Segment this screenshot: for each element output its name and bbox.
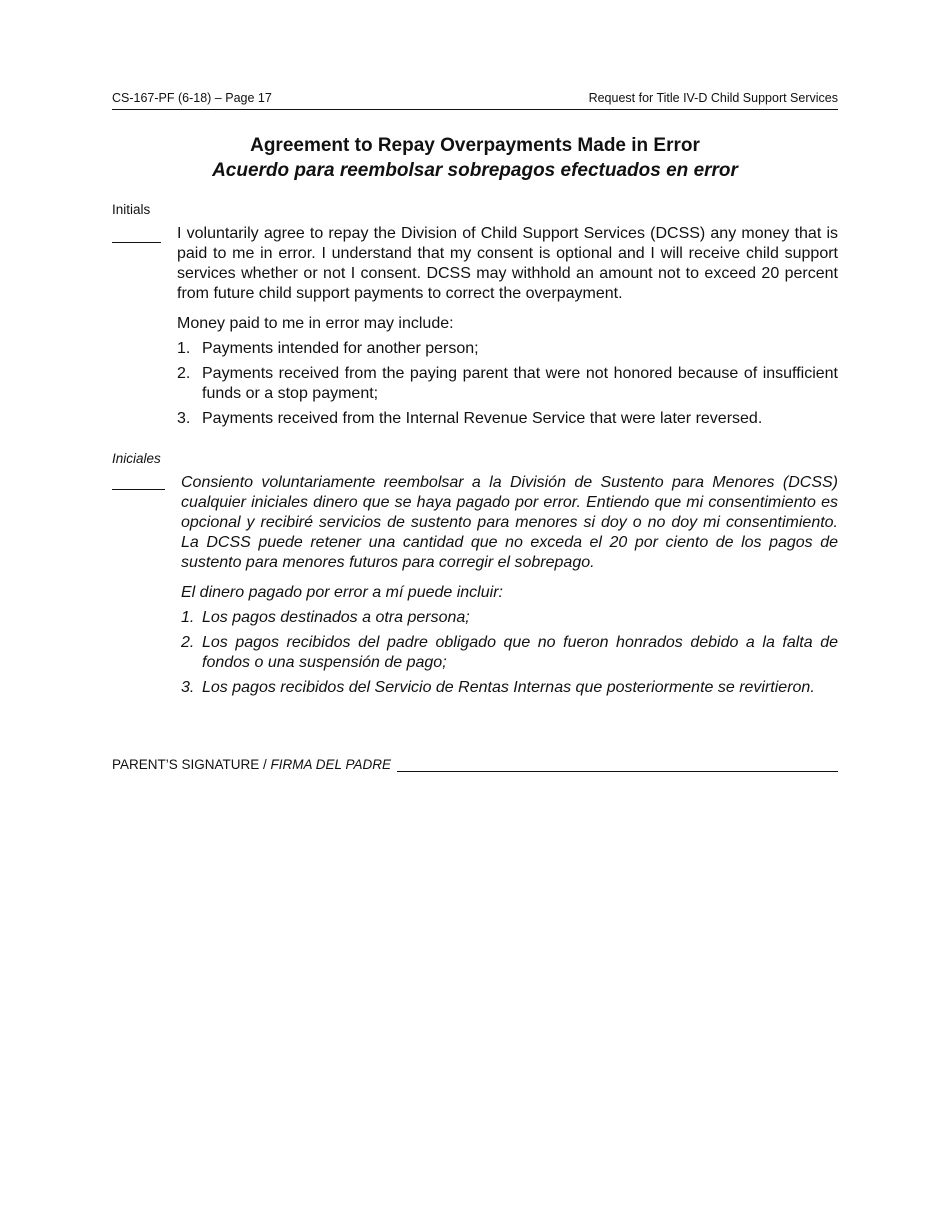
list-item <box>181 608 838 628</box>
list-item-number: 1. <box>181 609 195 626</box>
agreement-title <box>112 134 838 184</box>
list-item-number: 2. <box>177 365 191 382</box>
list-item-number: 3. <box>177 410 191 427</box>
english-list <box>177 339 838 429</box>
list-item-text: Los pagos destinados a otra persona; <box>202 609 470 626</box>
english-agreement-section <box>177 224 838 434</box>
spanish-agreement-section <box>181 473 838 703</box>
signature-label-spanish: FIRMA DEL PADRE <box>270 757 392 772</box>
signature-label-english: PARENT’S SIGNATURE / <box>112 757 271 772</box>
signature-row <box>112 755 838 772</box>
list-item <box>181 633 838 673</box>
form-id: CS-167-PF (6-18) – Page 17 <box>112 91 272 105</box>
list-item-text: Payments intended for another person; <box>202 340 479 357</box>
initials-label-english: Initials <box>112 202 151 217</box>
list-item <box>177 339 838 359</box>
list-item-number: 3. <box>181 679 195 696</box>
initials-field-spanish[interactable] <box>112 489 165 490</box>
signature-label <box>112 757 391 772</box>
list-item-text: Payments received from the Internal Revenue Service that were later reversed. <box>202 410 763 427</box>
list-item-text: Payments received from the paying parent that were not honored because of insufficient funds or a stop payment; <box>202 365 838 402</box>
spanish-list <box>181 608 838 698</box>
title-spanish: Acuerdo para reembolsar sobrepagos efectuados en error <box>212 160 738 181</box>
list-item <box>177 409 838 429</box>
list-item <box>177 364 838 404</box>
list-item-number: 1. <box>177 340 191 357</box>
spanish-list-intro: El dinero pagado por error a mí puede incluir: <box>181 584 503 601</box>
title-english: Agreement to Repay Overpayments Made in Error <box>250 135 700 156</box>
signature-field[interactable] <box>397 755 838 772</box>
list-item-text: Los pagos recibidos del Servicio de Rentas Internas que posteriormente se revirtieron. <box>202 679 815 696</box>
list-item <box>181 678 838 698</box>
spanish-agreement-text: Consiento voluntariamente reembolsar a la División de Sustento para Menores (DCSS) cualquier iniciales dinero que se haya pagado por error. Entiendo que mi consentimiento es opcional y recibiré servicios de sustento para menores si doy o no doy mi consentimiento. La DCSS puede retener una cantidad que no exceda el 20 por ciento de los pagos de sustento para menores futuros para corregir el sobrepago. <box>181 474 838 571</box>
form-title: Request for Title IV-D Child Support Services <box>588 91 838 105</box>
initials-field-english[interactable] <box>112 242 161 243</box>
english-list-intro: Money paid to me in error may include: <box>177 315 454 332</box>
english-agreement-text: I voluntarily agree to repay the Division of Child Support Services (DCSS) any money that is paid to me in error. I understand that my consent is optional and I will receive child support services whether or not I consent. DCSS may withhold an amount not to exceed 20 percent from future child support payments to correct the overpayment. <box>177 225 838 302</box>
list-item-number: 2. <box>181 634 195 651</box>
page-header <box>112 91 838 110</box>
initials-label-spanish: Iniciales <box>112 451 161 466</box>
list-item-text: Los pagos recibidos del padre obligado que no fueron honrados debido a la falta de fondos o una suspensión de pago; <box>202 634 838 671</box>
